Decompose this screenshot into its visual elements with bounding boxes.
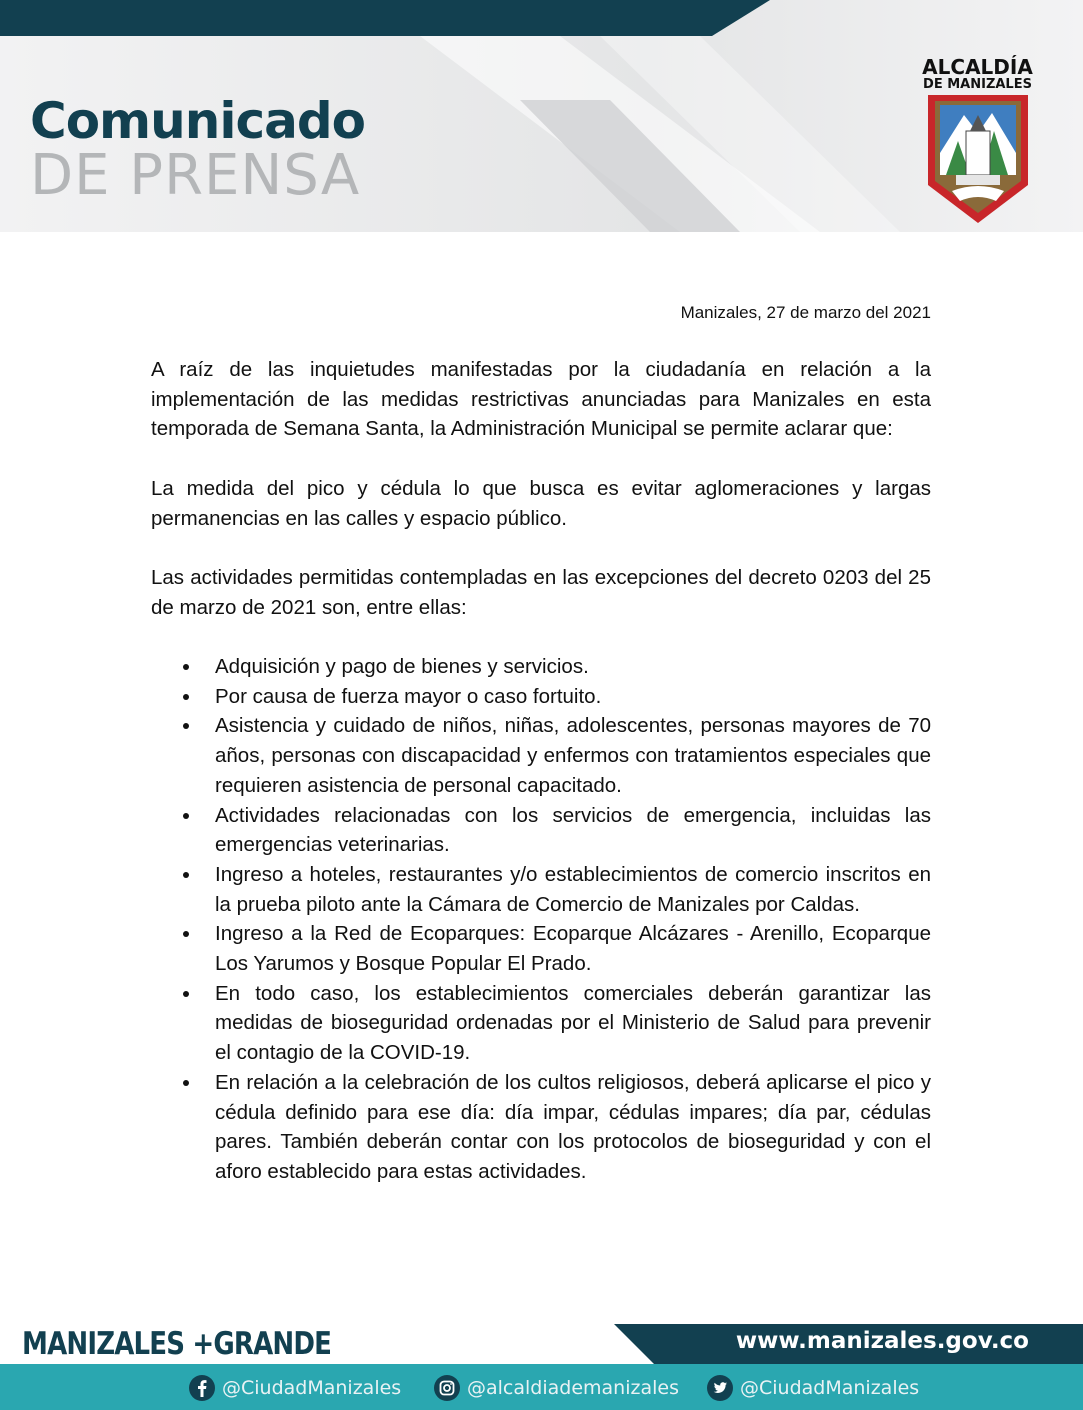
document-date: Manizales, 27 de marzo del 2021 (680, 303, 931, 322)
list-item (151, 682, 931, 712)
list-item (151, 919, 931, 978)
website-link[interactable]: www.manizales.gov.co (735, 1328, 1029, 1354)
list-item-text: Ingreso a hoteles, restaurantes y/o establecimientos de comercio inscritos en la prueba piloto ante la Cámara de Comercio de Manizales por Caldas. (215, 862, 931, 916)
org-name (900, 57, 1055, 91)
list-item (151, 801, 931, 860)
slogan (22, 1326, 331, 1362)
twitter-link[interactable] (706, 1373, 919, 1403)
page-title: Comunicado (30, 92, 365, 150)
intro-paragraph: A raíz de las inquietudes manifestadas por la ciudadanía en relación a la implementación de las medidas restrictivas anunciadas para Manizales en esta temporada de Semana Santa, la Administración Municipal se permite aclarar que: (151, 358, 931, 441)
bullet-icon (183, 931, 189, 937)
bullet-icon (183, 723, 189, 729)
measure-paragraph: La medida del pico y cédula lo que busca es evitar aglomeraciones y largas permanencias en las calles y espacio público. (151, 477, 931, 530)
slogan-right: GRANDE (213, 1326, 332, 1362)
bullet-icon (183, 1080, 189, 1086)
page-subtitle: DE PRENSA (30, 143, 361, 208)
facebook-link[interactable] (188, 1373, 401, 1403)
list-item (151, 711, 931, 800)
bullet-icon (183, 991, 189, 997)
bullet-icon (183, 872, 189, 878)
org-name-line2: DE MANIZALES (923, 77, 1032, 92)
instagram-icon (433, 1374, 461, 1402)
instagram-link[interactable] (433, 1373, 679, 1403)
list-item (151, 860, 931, 919)
twitter-handle: @CiudadManizales (740, 1377, 920, 1399)
list-item (151, 652, 931, 682)
twitter-icon (706, 1374, 734, 1402)
shield-logo (926, 93, 1030, 225)
instagram-handle: @alcaldiademanizales (467, 1377, 679, 1399)
header-banner (0, 0, 1083, 232)
bullet-icon (183, 694, 189, 700)
list-item-text: Asistencia y cuidado de niños, niñas, adolescentes, personas mayores de 70 años, personas con discapacidad y enfermos con tratamientos especiales que requieren asistencia de personal capacitado. (215, 714, 931, 797)
list-item (151, 979, 931, 1068)
list-item-text: Ingreso a la Red de Ecoparques: Ecoparque Alcázares - Arenillo, Ecoparque Los Yarumos y Bosque Popular El Prado. (215, 922, 931, 976)
facebook-handle: @CiudadManizales (222, 1377, 402, 1399)
bullet-icon (183, 664, 189, 670)
list-item-text: Adquisición y pago de bienes y servicios. (215, 655, 589, 678)
list-item (151, 1068, 931, 1187)
list-item-text: Actividades relacionadas con los servicios de emergencia, incluidas las emergencias veterinarias. (215, 803, 931, 857)
list-item-text: Por causa de fuerza mayor o caso fortuito. (215, 684, 602, 708)
footer (0, 1318, 1083, 1410)
list-item-text: En relación a la celebración de los cultos religiosos, deberá aplicarse el pico y cédula definido para ese día: día impar, cédulas impares; día par, cédulas pares. También deberán contar con los protocolos de bioseguridad y con el aforo establecido para estas actividades. (215, 1070, 931, 1183)
slogan-left: MANIZALES (22, 1326, 185, 1362)
slogan-plus: + (192, 1326, 214, 1362)
org-name-line1: ALCALDÍA (922, 55, 1033, 79)
activities-list (151, 652, 931, 1187)
facebook-icon (188, 1374, 216, 1402)
bullet-icon (183, 813, 189, 819)
activities-paragraph: Las actividades permitidas contempladas en las excepciones del decreto 0203 del 25 de marzo de 2021 son, entre ellas: (151, 566, 931, 619)
list-item-text: En todo caso, los establecimientos comerciales deberán garantizar las medidas de bioseguridad ordenadas por el Ministerio de Salud para prevenir el contagio de la COVID-19. (215, 981, 931, 1065)
